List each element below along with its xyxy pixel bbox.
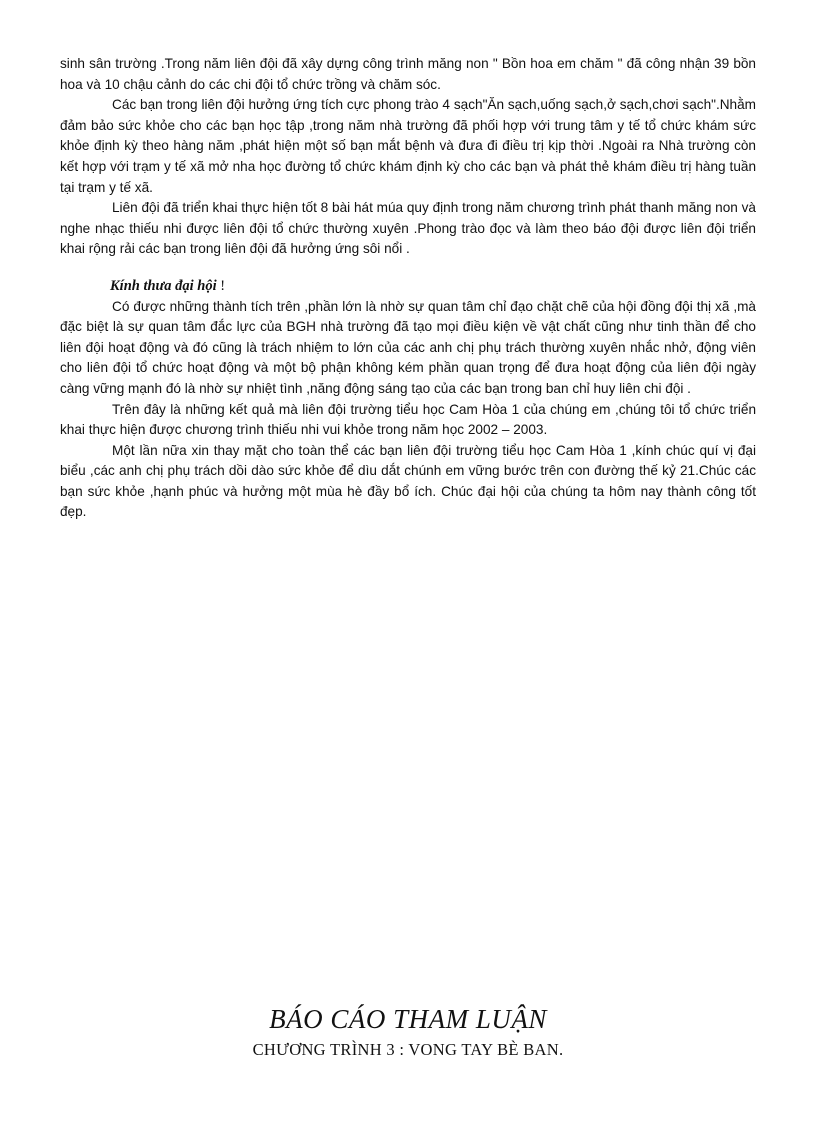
- paragraph-5: Trên đây là những kết quả mà liên đội trường tiểu học Cam Hòa 1 của chúng em ,chúng tôi tổ chức triển khai thực hiện được chương trình thiếu nhi vui khỏe trong năm học 2002 – 2003.: [60, 401, 756, 438]
- paragraph-2: Các bạn trong liên đội hưởng ứng tích cực phong trào 4 sạch"Ăn sạch,uống sạch,ở sạch,chơi sạch".Nhằm đảm bảo sức khỏe cho các bạn học tập ,trong năm nhà trường đã phối hợp với trung tâm y tế tổ chức khám sức khỏe định kỳ theo hàng năm ,phát hiện một số bạn mắt bệnh và đưa đi điều trị kịp thời .Ngoài ra Nhà trường còn kết hợp với trạm y tế xã mở nha học đường tổ chức khám định kỳ cho các bạn và phát thẻ khám điều trị hàng tuần tại trạm y tế xã.: [60, 97, 756, 195]
- paragraph-1: sinh sân trường .Trong năm liên đội đã xây dựng công trình măng non " Bồn hoa em chăm " đã công nhận 39 bồn hoa và 10 chậu cảnh do các chi đội tổ chức trồng và chăm sóc.: [60, 56, 756, 92]
- salutation: [60, 276, 756, 297]
- paragraph-4: Có được những thành tích trên ,phần lớn là nhờ sự quan tâm chỉ đạo chặt chẽ của hội đồng đội thị xã ,mà đặc biệt là sự quan tâm đắc lực của BGH nhà trường đã tạo mọi điều kiện về vật chất cũng như tinh thần để cho liên đội hoạt động và đó cũng là trách nhiệm to lớn của các anh chị phụ trách thường xuyên nhắc nhở, động viên cho liên đội tổ chức hoạt động và một bộ phận không kém phần quan trọng để đưa hoạt động của liên đội ngày càng vững mạnh đó là nhờ sự nhiệt tình ,năng động sáng tạo của các bạn trong ban chỉ huy liên chi đội .: [60, 298, 756, 396]
- paragraph-6: Một lần nữa xin thay mặt cho toàn thể các bạn liên đội trường tiểu học Cam Hòa 1 ,kính chúc quí vị đại biểu ,các anh chị phụ trách dồi dào sức khỏe để dìu dắt chúnh em vững bước trên con đường thế kỷ 21.Chúc các bạn sức khỏe ,hạnh phúc và hưởng một mùa hè đầy bổ ích. Chúc đại hội của chúng ta hôm nay thành công tốt đẹp.: [60, 442, 756, 520]
- salutation-mark: !: [216, 277, 226, 294]
- document-body: [60, 54, 756, 523]
- report-subtitle: CHƯƠNG TRÌNH 3 : VONG TAY BÈ BAN.: [252, 1040, 564, 1059]
- report-title: BÁO CÁO THAM LUẬN: [269, 1004, 547, 1034]
- salutation-text: Kính thưa đại hội: [110, 277, 217, 294]
- paragraph-3: Liên đội đã triển khai thực hiện tốt 8 bài hát múa quy định trong năm chương trình phát thanh măng non và nghe nhạc thiếu nhi được liên đội tổ chức thường xuyên .Phong trào đọc và làm theo báo đội được liên đội triển khai rộng rải các bạn trong liên đội đã hưởng ứng sôi nổi .: [60, 200, 756, 257]
